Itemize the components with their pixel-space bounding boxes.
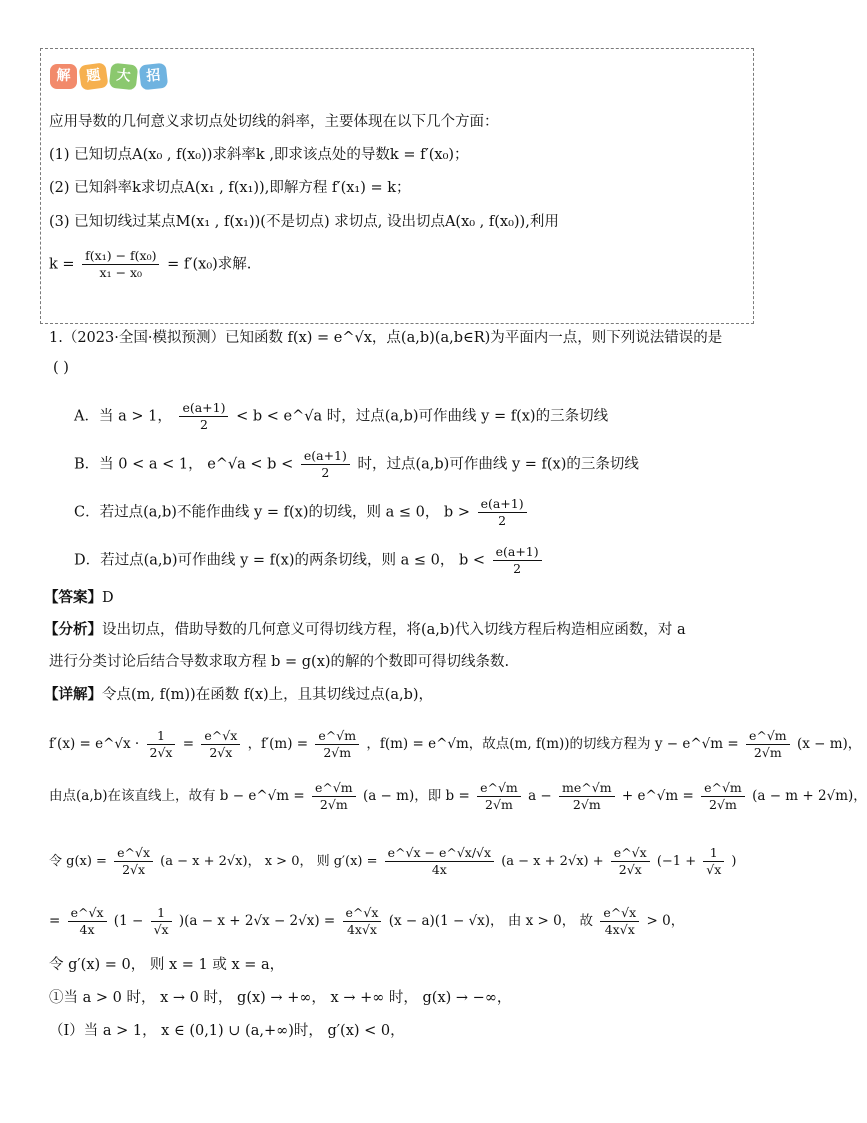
l3-e: (a − m + 2√m)， bbox=[752, 788, 867, 804]
option-c-den: 2 bbox=[498, 513, 507, 528]
l4-e: ) bbox=[731, 854, 737, 869]
frac-2sqrtm-b: 2√m bbox=[753, 745, 782, 760]
detail-line-4 bbox=[49, 845, 736, 878]
tangent-tail: (x − m)， bbox=[796, 736, 862, 752]
l4-frac-3-den: √x bbox=[706, 862, 722, 877]
option-d-num: e(a+1) bbox=[493, 544, 542, 561]
l5-e: > 0， bbox=[646, 913, 685, 929]
l4-a: 令 g(x) = bbox=[49, 854, 107, 869]
analysis-text-1: 设出切点，借助导数的几何意义可得切线方程，将(a,b)代入切线方程后构造相应函数，对 a bbox=[102, 622, 686, 638]
frac-em-over-2sqrtm bbox=[315, 728, 359, 761]
l5-frac-2 bbox=[151, 905, 172, 938]
l3-frac-2-num: e^√m bbox=[477, 780, 521, 797]
l5-frac-3-num: e^√x bbox=[343, 905, 382, 922]
l4-frac-2 bbox=[611, 845, 650, 878]
fprime-m: ，f′(m) = bbox=[247, 736, 309, 752]
badge-da: 大 bbox=[109, 63, 138, 91]
option-d-pre: D．若过点(a,b)可作曲线 y = f(x)的两条切线，则 a ≤ 0， b < bbox=[74, 552, 485, 569]
l5-frac-3 bbox=[343, 905, 382, 938]
option-d bbox=[74, 544, 545, 577]
option-b-pre: B．当 0 < a < 1， e^√a < b < bbox=[74, 456, 294, 473]
detail-line-5 bbox=[49, 905, 684, 938]
box-intro: 应用导数的几何意义求切点处切线的斜率，主要体现在以下几个方面： bbox=[49, 114, 499, 130]
box-item-3: (3) 已知切线过某点M(x₁ , f(x₁))(不是切点) 求切点, 设出切点A(x₀ , f(x₀)),利用 bbox=[49, 214, 559, 230]
frac-em: e^√m bbox=[315, 728, 359, 745]
option-b-post: 时，过点(a,b)可作曲线 y = f(x)的三条切线 bbox=[357, 456, 639, 473]
l5-frac-1 bbox=[68, 905, 107, 938]
l5-frac-1-num: e^√x bbox=[68, 905, 107, 922]
box-item-1: (1) 已知切点A(x₀ , f(x₀))求斜率k ,即求该点处的导数k = f′(x₀)； bbox=[49, 147, 469, 163]
l4-frac-2-den: 2√x bbox=[618, 862, 642, 877]
answer-line bbox=[44, 588, 114, 608]
equals: = bbox=[182, 736, 199, 752]
detail-line-7: ①当 a > 0 时， x → 0 时， g(x) → +∞， x → +∞ 时， g(x) → −∞， bbox=[49, 990, 512, 1006]
formula-k: k = bbox=[49, 256, 75, 273]
question-paren: ( ) bbox=[53, 360, 69, 376]
box-item-3-formula bbox=[49, 248, 251, 281]
option-b-fraction bbox=[301, 448, 350, 481]
derivative-head: f′(x) = e^√x · bbox=[49, 736, 140, 752]
l3-frac-2-den: 2√m bbox=[485, 797, 513, 812]
detail-line-1 bbox=[44, 685, 433, 705]
l5-frac-4-den: 4x√x bbox=[604, 922, 635, 937]
option-b-num: e(a+1) bbox=[301, 448, 350, 465]
frac-one: 1 bbox=[147, 728, 176, 745]
l4-frac-big-den: 4x bbox=[431, 862, 447, 877]
l3-frac-4-den: 2√m bbox=[709, 797, 737, 812]
l3-frac-1-den: 2√m bbox=[319, 797, 348, 812]
badge-ti: 题 bbox=[78, 62, 108, 91]
l5-frac-1-den: 4x bbox=[79, 922, 95, 937]
l5-c: )(a − x + 2√x − 2√x) = bbox=[178, 913, 336, 929]
detail-line-6: 令 g′(x) = 0， 则 x = 1 或 x = a， bbox=[49, 957, 285, 973]
l4-frac-3-num: 1 bbox=[703, 845, 724, 862]
option-c bbox=[74, 496, 530, 529]
detail-line-8: （Ⅰ）当 a > 1， x ∈ (0,1) ∪ (a,+∞)时， g′(x) < 0， bbox=[49, 1023, 405, 1039]
option-c-pre: C．若过点(a,b)不能作曲线 y = f(x)的切线，则 a ≤ 0， b > bbox=[74, 504, 470, 521]
option-a-fraction bbox=[179, 400, 228, 433]
question-stem: 1.（2023·全国·模拟预测）已知函数 f(x) = e^√x，点(a,b)(a,b∈R)为平面内一点，则下列说法错误的是 bbox=[49, 330, 723, 346]
l4-frac-big bbox=[385, 845, 494, 878]
detail-text-1: 令点(m, f(m))在函数 f(x)上，且其切线过点(a,b)， bbox=[102, 687, 434, 703]
l5-b: (1 − bbox=[113, 913, 144, 929]
l4-frac-g-num: e^√x bbox=[114, 845, 153, 862]
frac-em-b: e^√m bbox=[746, 728, 790, 745]
option-a-den: 2 bbox=[199, 417, 208, 432]
option-a-pre: A．当 a > 1， bbox=[74, 408, 172, 425]
slope-denominator: x₁ − x₀ bbox=[99, 265, 143, 280]
l4-frac-3 bbox=[703, 845, 724, 878]
l3-b: (a − m)，即 b = bbox=[362, 788, 470, 804]
l3-frac-3 bbox=[559, 780, 615, 813]
option-a-post: < b < e^√a 时，过点(a,b)可作曲线 y = f(x)的三条切线 bbox=[236, 408, 609, 425]
l5-frac-4-num: e^√x bbox=[600, 905, 639, 922]
detail-label: 【详解】 bbox=[44, 686, 102, 703]
slope-fraction bbox=[82, 248, 159, 281]
frac-em-over-2sqrtm-b bbox=[746, 728, 790, 761]
formula-tail: = f′(x₀)求解. bbox=[167, 256, 252, 273]
l4-d: (−1 + bbox=[656, 854, 697, 869]
l4-frac-g-den: 2√x bbox=[122, 862, 146, 877]
option-a bbox=[74, 400, 608, 433]
l3-frac-4-num: e^√m bbox=[701, 780, 745, 797]
analysis-line-2: 进行分类讨论后结合导数求取方程 b = g(x)的解的个数即可得切线条数. bbox=[49, 654, 510, 670]
l4-frac-big-num: e^√x − e^√x/√x bbox=[385, 845, 494, 862]
frac-2sqrtx-b: 2√x bbox=[209, 745, 233, 760]
l5-frac-2-den: √x bbox=[153, 922, 169, 937]
option-b bbox=[74, 448, 639, 481]
l4-c: (a − x + 2√x) + bbox=[501, 854, 604, 869]
detail-line-3 bbox=[49, 780, 867, 813]
frac-2sqrtm: 2√m bbox=[323, 745, 352, 760]
analysis-label: 【分析】 bbox=[44, 621, 102, 638]
l4-frac-2-num: e^√x bbox=[611, 845, 650, 862]
l3-frac-1 bbox=[312, 780, 356, 813]
l5-a: = bbox=[49, 913, 61, 929]
option-c-fraction bbox=[478, 496, 527, 529]
option-d-den: 2 bbox=[513, 561, 522, 576]
option-d-fraction bbox=[493, 544, 542, 577]
frac-one-over-2sqrtx bbox=[147, 728, 176, 761]
option-a-num: e(a+1) bbox=[179, 400, 228, 417]
answer-label: 【答案】 bbox=[44, 589, 102, 606]
l3-d: + e^√m = bbox=[621, 788, 694, 804]
l5-d: (x − a)(1 − √x)， 由 x > 0， 故 bbox=[388, 913, 594, 929]
l3-frac-3-den: 2√m bbox=[572, 797, 601, 812]
l3-c: a − bbox=[528, 788, 552, 804]
l4-frac-g bbox=[114, 845, 153, 878]
l3-a: 由点(a,b)在该直线上，故有 b − e^√m = bbox=[49, 788, 305, 804]
l5-frac-4 bbox=[600, 905, 639, 938]
detail-line-2 bbox=[49, 728, 861, 761]
l4-b: (a − x + 2√x)， x > 0， 则 g′(x) = bbox=[160, 854, 378, 869]
analysis-line-1 bbox=[44, 620, 686, 640]
l3-frac-2 bbox=[477, 780, 521, 813]
slope-numerator: f(x₁) − f(x₀) bbox=[82, 248, 159, 265]
option-c-num: e(a+1) bbox=[478, 496, 527, 513]
frac-2sqrtx: 2√x bbox=[149, 745, 173, 760]
frac-ex-over-2sqrtx bbox=[201, 728, 240, 761]
l5-frac-2-num: 1 bbox=[151, 905, 172, 922]
l5-frac-3-den: 4x√x bbox=[346, 922, 377, 937]
l3-frac-1-num: e^√m bbox=[312, 780, 356, 797]
tangent-eq: ，f(m) = e^√m，故点(m, f(m))的切线方程为 y − e^√m = bbox=[366, 736, 739, 752]
l3-frac-3-num: me^√m bbox=[559, 780, 615, 797]
badge-zhao: 招 bbox=[139, 63, 168, 91]
answer-value: D bbox=[102, 590, 114, 606]
box-item-2: (2) 已知斜率k求切点A(x₁ , f(x₁)),即解方程 f′(x₁) = k； bbox=[49, 180, 411, 196]
l3-frac-4 bbox=[701, 780, 745, 813]
badge-jie: 解 bbox=[50, 64, 77, 89]
option-b-den: 2 bbox=[321, 465, 330, 480]
frac-ex: e^√x bbox=[201, 728, 240, 745]
